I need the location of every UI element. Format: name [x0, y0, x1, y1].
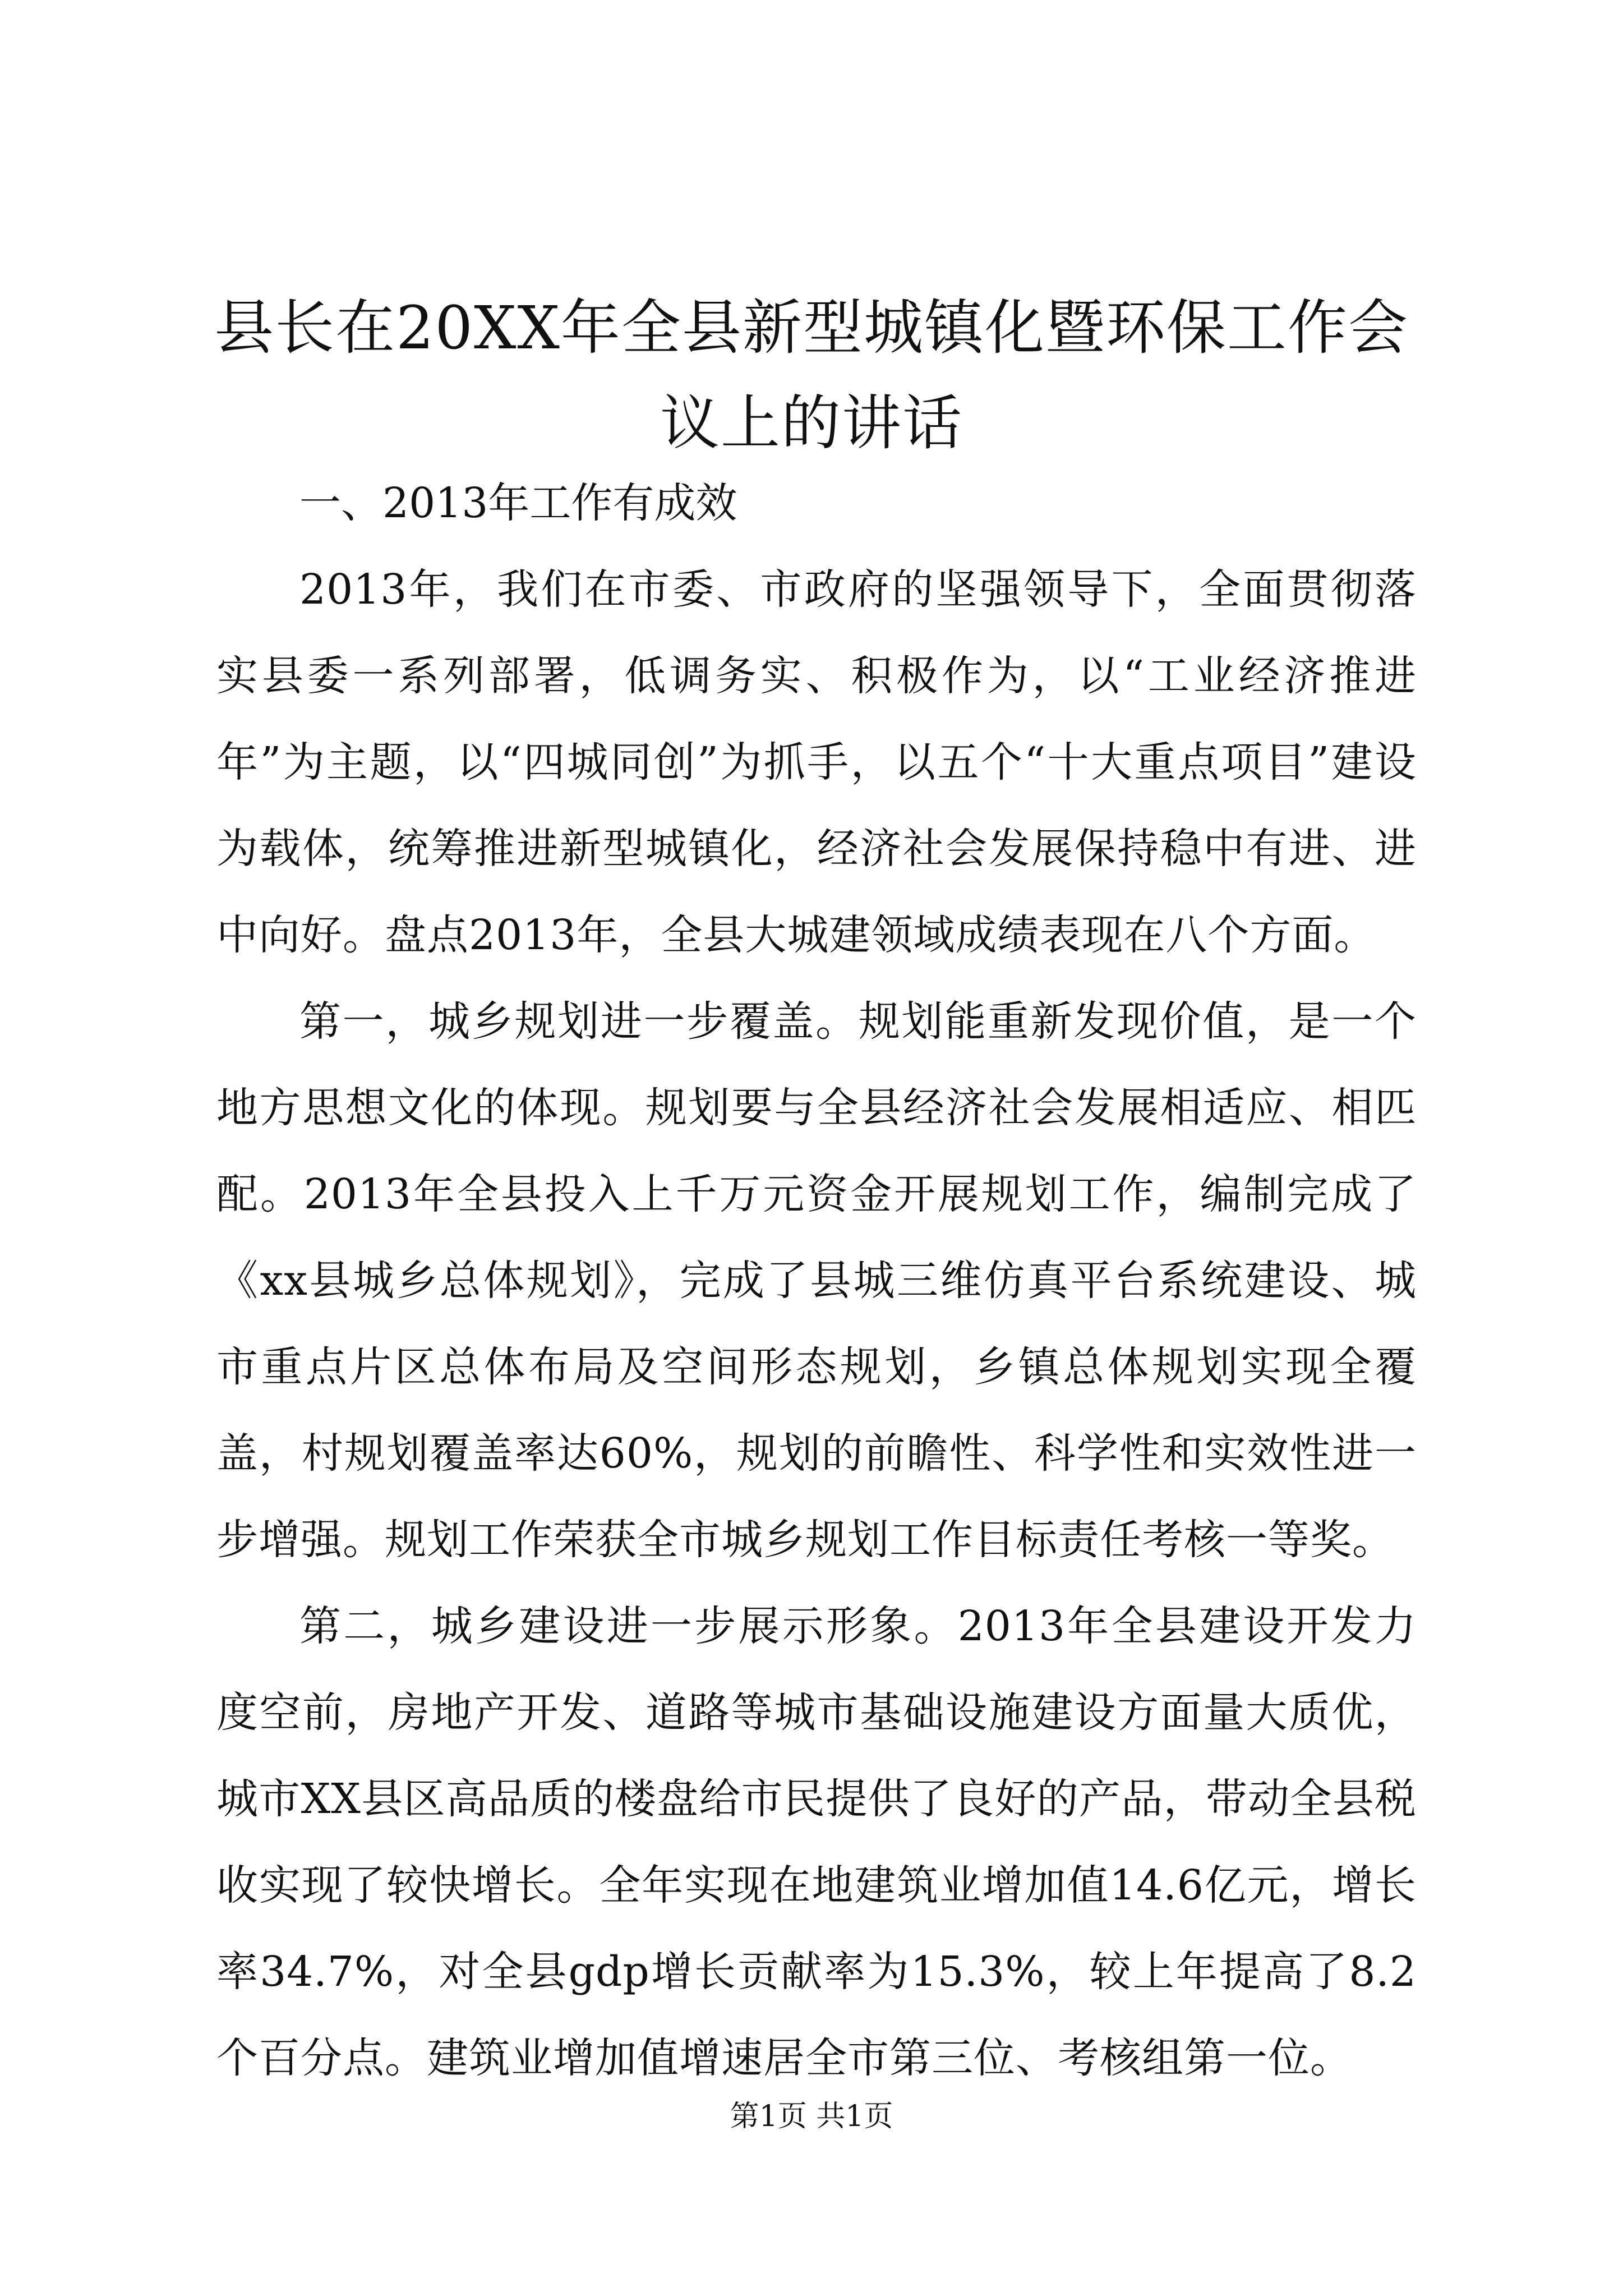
paragraph-3: 第二，城乡建设进一步展示形象。2013年全县建设开发力度空前，房地产开发、道路等城市基础设施建设方面量大质优，城市XX县区高品质的楼盘给市民提供了良好的产品，带动全县税收实现了较快增长。全年实现在地建筑业增加值14.6亿元，增长率34.7%，对全县gdp增长贡献率为15.3%，较上年提高了8.2个百分点。建筑业增加值增速居全市第三位、考核组第一位。 — [216, 1602, 1417, 2082]
page-footer: 第1页 共1页 — [730, 2100, 893, 2133]
document-body — [216, 460, 1417, 2101]
paragraph-2: 第一，城乡规划进一步覆盖。规划能重新发现价值，是一个地方思想文化的体现。规划要与全县经济社会发展相适应、相匹配。2013年全县投入上千万元资金开展规划工作，编制完成了《xx县城乡总体规划》，完成了县城三维仿真平台系统建设、城市重点片区总体布局及空间形态规划，乡镇总体规划实现全覆盖，村规划覆盖率达60%，规划的前瞻性、科学性和实效性进一步增强。规划工作荣获全市城乡规划工作目标责任考核一等奖。 — [216, 997, 1417, 1564]
title-line-1: 县长在20XX年全县新型城镇化暨环保工作会 — [214, 293, 1409, 362]
section-heading: 一、2013年工作有成效 — [299, 479, 737, 527]
title-line-2: 议上的讲话 — [660, 389, 963, 458]
document-title — [213, 280, 1410, 471]
paragraph-1: 2013年，我们在市委、市政府的坚强领导下，全面贯彻落实县委一系列部署，低调务实、积极作为，以“工业经济推进年”为主题，以“四城同创”为抓手，以五个“十大重点项目”建设为载体，统筹推进新型城镇化，经济社会发展保持稳中有进、进中向好。盘点2013年，全县大城建领域成绩表现在八个方面。 — [216, 565, 1417, 959]
